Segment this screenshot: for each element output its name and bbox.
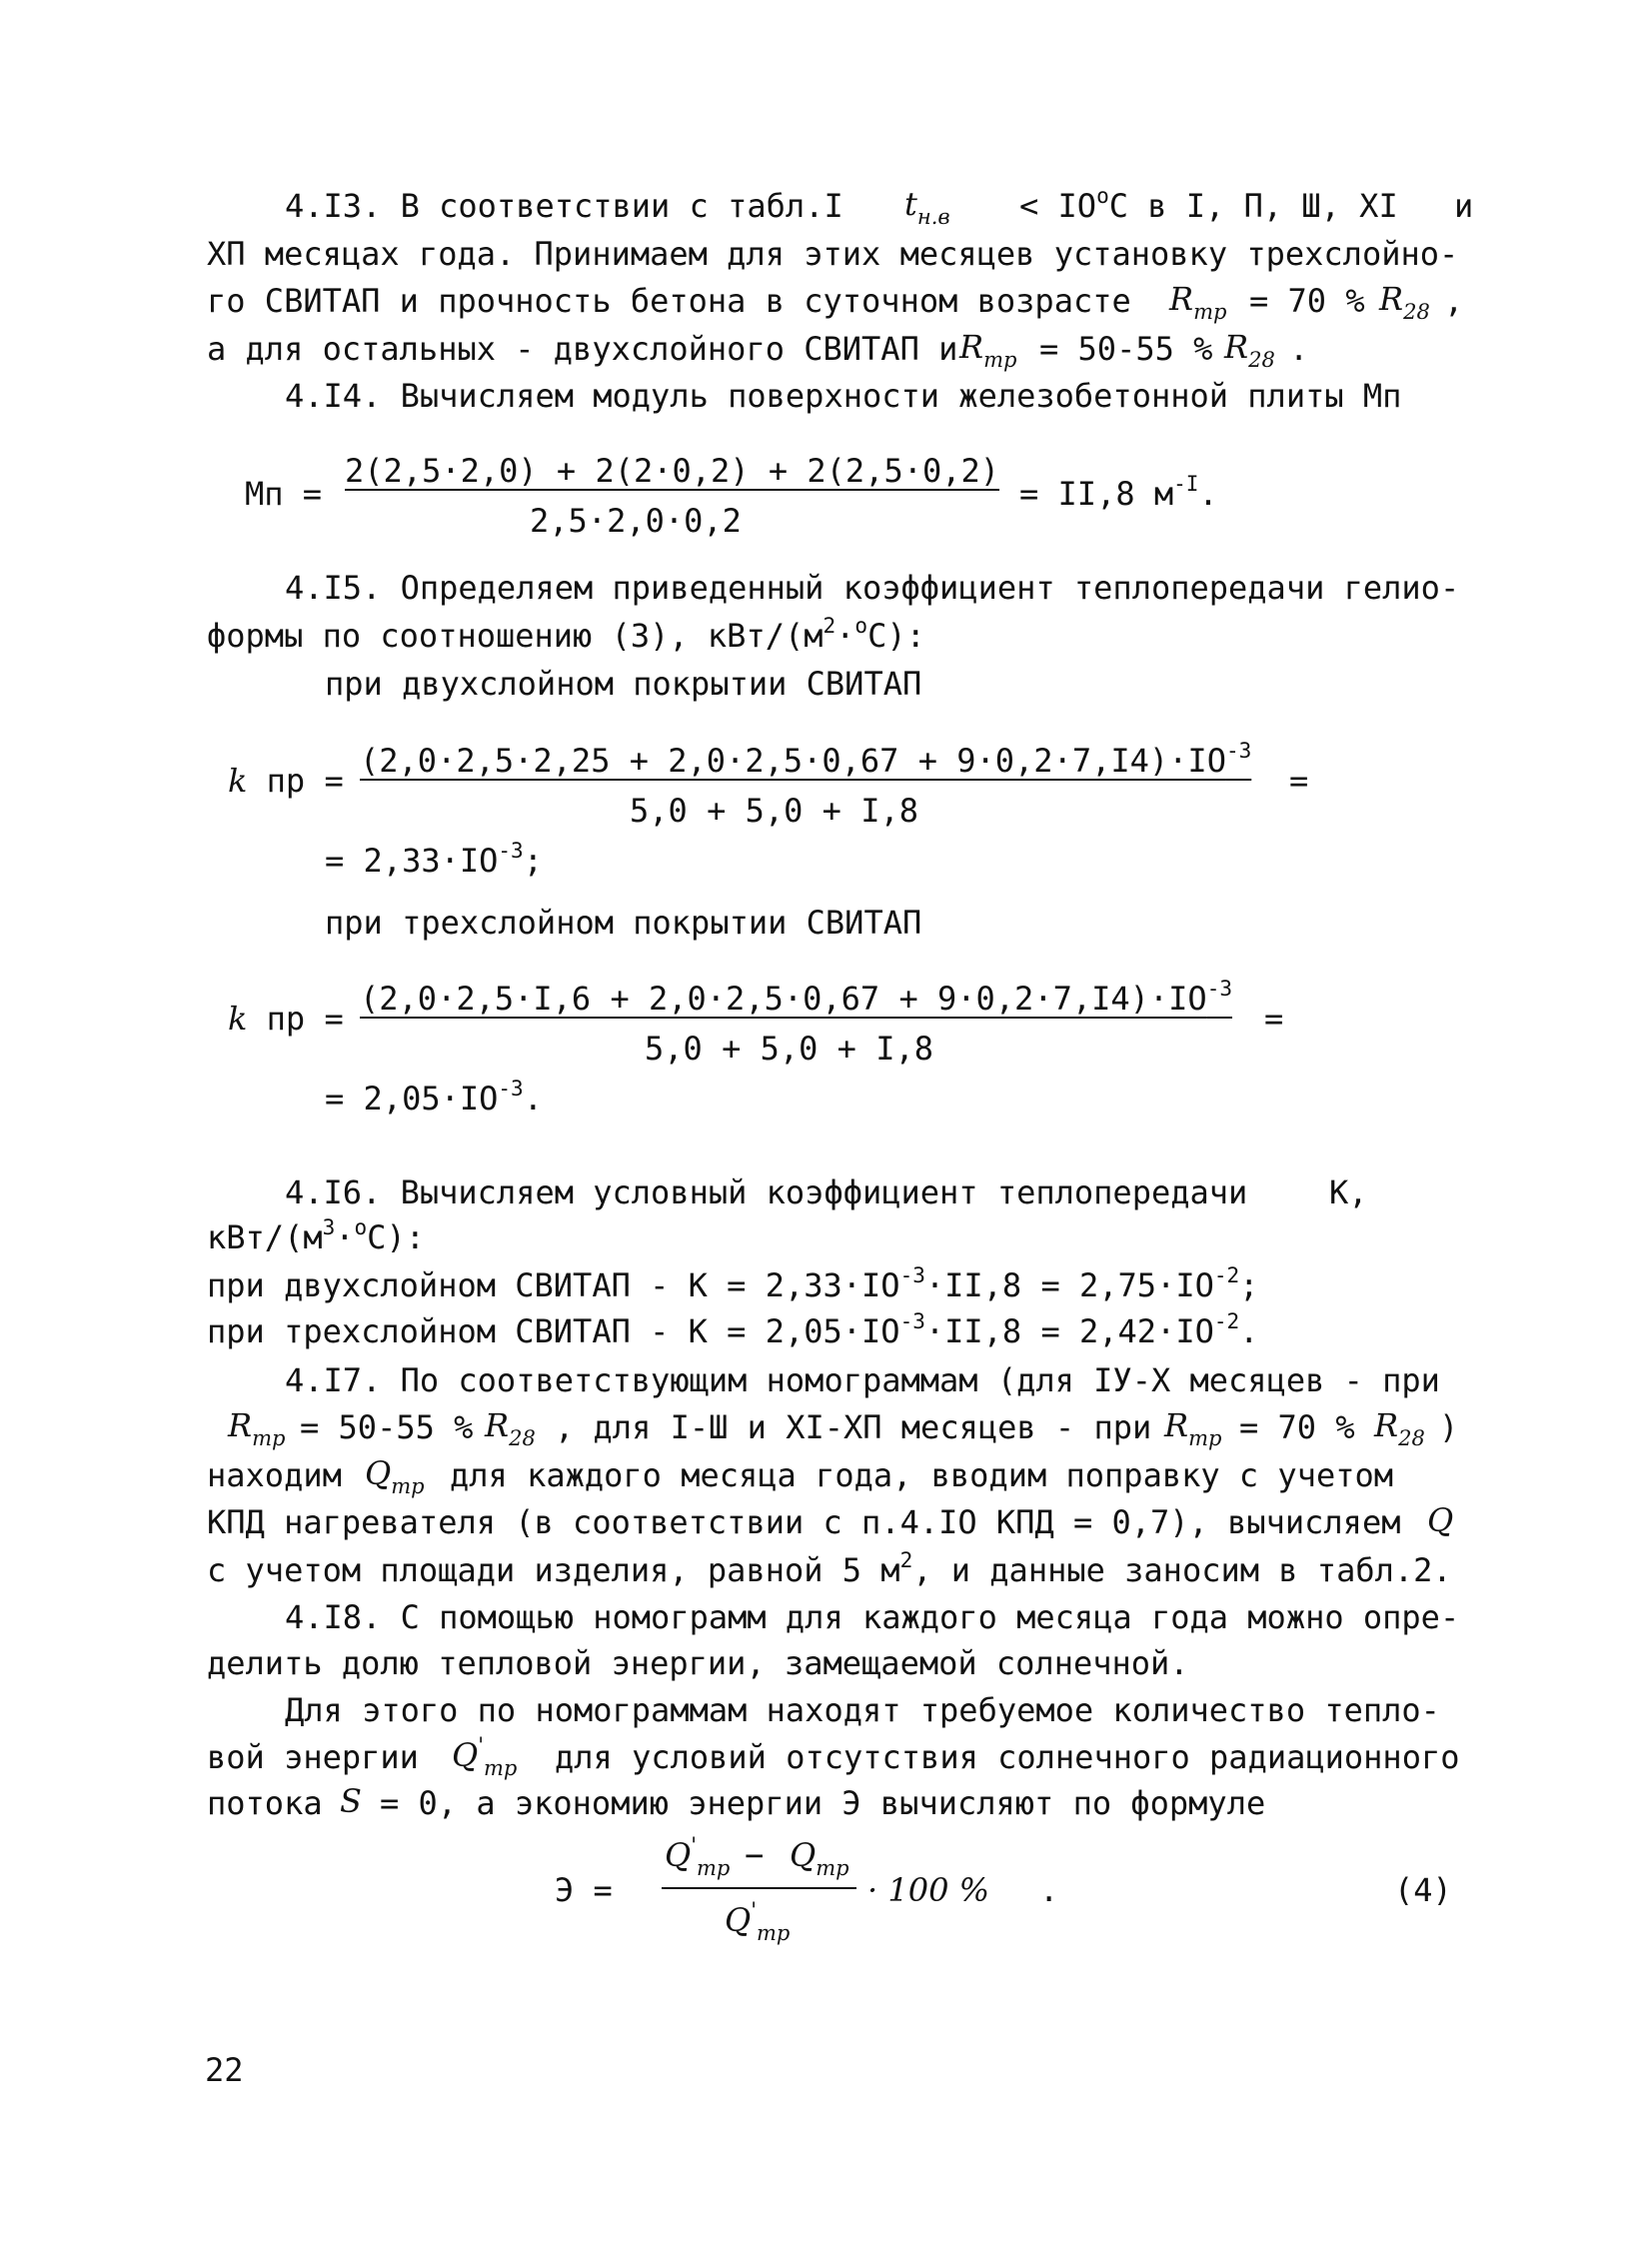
p418-line1: 4.I8. С помощью номограмм для каждого месяца года можно опре- <box>285 1598 1460 1636</box>
p413-line1-start: 4.I3. В соответствии с табл.I <box>285 187 843 225</box>
p413-line1-months: С в I, П, Ш, XI <box>1108 187 1398 225</box>
Q-symbol: Q <box>1427 1501 1454 1539</box>
plast-line2-start: вой энергии <box>207 1738 419 1776</box>
p417-line2-end: ) <box>1439 1408 1459 1446</box>
R-28-symbol-3: $R_{28}$ <box>485 1406 536 1450</box>
f2-denominator: 5,0 + 5,0 + I,8 <box>645 1030 933 1068</box>
p413-line3-value: = 70 % <box>1249 282 1365 320</box>
f2-eq-tail: = <box>1264 1000 1284 1038</box>
f2-result: = $2,05\cdot IO^{-3}$. <box>325 1077 543 1118</box>
f1-eq-tail: = <box>1289 762 1309 800</box>
plast-line3-start: потока <box>207 1784 323 1822</box>
f4-label: (4) <box>1394 1871 1452 1909</box>
p417-line2-value: = 50-55 % <box>300 1408 474 1446</box>
p413-line3-text: го СВИТАП и прочность бетона в суточном возрасте <box>207 282 1131 320</box>
p416-two-layer: при двухслойном СВИТАП - $К = 2,33\cdot IO^{-3}\cdot II,8 = 2,75\cdot IO^{-2}$; <box>207 1263 1259 1304</box>
p413-line4-text: а для остальных - двухслойного СВИТАП и <box>207 330 958 368</box>
f1-numerator: $(2,0\cdot 2,5\cdot 2,25 + 2,0\cdot 2,5\cdot 0,67 + 9\cdot 0,2\cdot 7,I4)\cdot IO^{-3}$ <box>360 739 1252 780</box>
Q-tr-symbol: $Q_{тр}$ <box>365 1454 425 1498</box>
three-layer-label: при трехслойном покрытии СВИТАП <box>325 904 922 942</box>
f4-mult: · 100 % <box>867 1871 989 1909</box>
f1-result: = $2,33\cdot IO^{-3}$; <box>325 839 543 880</box>
mp-result: = II,8 $м^{-I}$. <box>1019 472 1218 513</box>
p415-line1: 4.I5. Определяем приведенный коэффициент теплопередачи гелио- <box>285 569 1460 607</box>
p417-line5: с учетом площади изделия, равной 5 $м^2$, и данные заносим в табл.2. <box>207 1548 1452 1589</box>
p418-line2: делить долю тепловой энергии, замещаемой солнечной. <box>207 1644 1189 1682</box>
p417-line2-value2: = 70 % <box>1239 1408 1355 1446</box>
mp-denominator: 2,5·2,0·0,2 <box>530 502 742 540</box>
mp-numerator: 2(2,5·2,0) + 2(2·0,2) + 2(2,5·0,2) <box>345 452 1000 490</box>
p417-line2-text: , для I-Ш и XI-XП месяцев - при <box>555 1408 1152 1446</box>
R-28-symbol-4: $R_{28}$ <box>1374 1406 1425 1450</box>
R-tr-symbol-3: $R_{тр}$ <box>228 1406 286 1450</box>
f4-den: $Q'_{тр}$ <box>725 1898 791 1945</box>
p416-units: кВт/$(м^3\cdot^оС)$: <box>207 1215 425 1256</box>
R-28-symbol-2: $R_{28}$ <box>1224 328 1275 372</box>
p417-line3-text: для каждого месяца года, вводим поправку с учетом <box>450 1456 1394 1494</box>
p413-line2: XП месяцах года. Принимаем для этих месяцев установку трехслойно- <box>207 235 1459 273</box>
mp-lhs: Мп = <box>245 475 323 513</box>
plast-line2-text: для условий отсутствия солнечного радиационного <box>555 1738 1460 1776</box>
f4-fraction-bar <box>662 1887 856 1889</box>
p415-line2: формы по соотношению (3), кВт/$(м^2\cdot^оС)$: <box>207 614 925 655</box>
S-symbol: S <box>340 1782 362 1820</box>
Q-tr-prime-symbol: $Q'_{тр}$ <box>452 1733 518 1780</box>
p413-line4-end: . <box>1289 330 1309 368</box>
p413-line1-mid: < IO <box>1019 187 1097 225</box>
p413-line4-value: = 50-55 % <box>1039 330 1213 368</box>
f4-lhs: Э = <box>555 1871 613 1909</box>
plast-line3-text: = 0, а экономию энергии Э вычисляют по формуле <box>380 1784 1266 1822</box>
f4-num-q1: $Q'_{тр}$ <box>665 1833 731 1880</box>
f4-num-q2: $Q_{тр}$ <box>790 1836 849 1880</box>
p417-line3-start: находим <box>207 1456 342 1494</box>
p416-K: К, <box>1329 1173 1368 1211</box>
f1-denominator: 5,0 + 5,0 + I,8 <box>630 792 918 830</box>
k-pr-lhs-1: k пр = <box>228 762 344 800</box>
p413-line1-end: и <box>1454 187 1474 225</box>
k-pr-lhs-2: k пр = <box>228 1000 344 1038</box>
R-tr-symbol: $R_{тр}$ <box>1169 280 1227 324</box>
two-layer-label: при двухслойном покрытии СВИТАП <box>325 665 922 703</box>
t-nv-symbol: $t_{н.в}$ <box>904 185 950 229</box>
p414-text: 4.I4. Вычисляем модуль поверхности железобетонной плиты Мп <box>285 377 1402 415</box>
p417-line1: 4.I7. По соответствующим номограммам (для IУ-X месяцев - при <box>285 1361 1440 1399</box>
page-number: 22 <box>205 2051 244 2089</box>
p413-line3-end: , <box>1444 282 1464 320</box>
p416-three-layer: при трехслойном СВИТАП - $К = 2,05\cdot IO^{-3}\cdot II,8 = 2,42\cdot IO^{-2}$. <box>207 1309 1259 1350</box>
f2-numerator: $(2,0\cdot 2,5\cdot I,6 + 2,0\cdot 2,5\cdot 0,67 + 9\cdot 0,2\cdot 7,I4)\cdot IO^{-3}$ <box>360 977 1232 1018</box>
f4-end: . <box>1039 1871 1059 1909</box>
f4-minus: − <box>745 1836 765 1874</box>
p417-line4: КПД нагревателя (в соответствии с п.4.IO КПД = 0,7), вычисляем <box>207 1503 1401 1541</box>
R-28-symbol: $R_{28}$ <box>1379 280 1430 324</box>
R-tr-symbol-2: $R_{тр}$ <box>959 328 1017 372</box>
p416-line1: 4.I6. Вычисляем условный коэффициент теплопередачи <box>285 1173 1248 1211</box>
R-tr-symbol-4: $R_{тр}$ <box>1164 1406 1222 1450</box>
plast-line1: Для этого по номограммам находят требуемое количество тепло- <box>285 1691 1440 1729</box>
degree-mark: о <box>1096 184 1109 208</box>
